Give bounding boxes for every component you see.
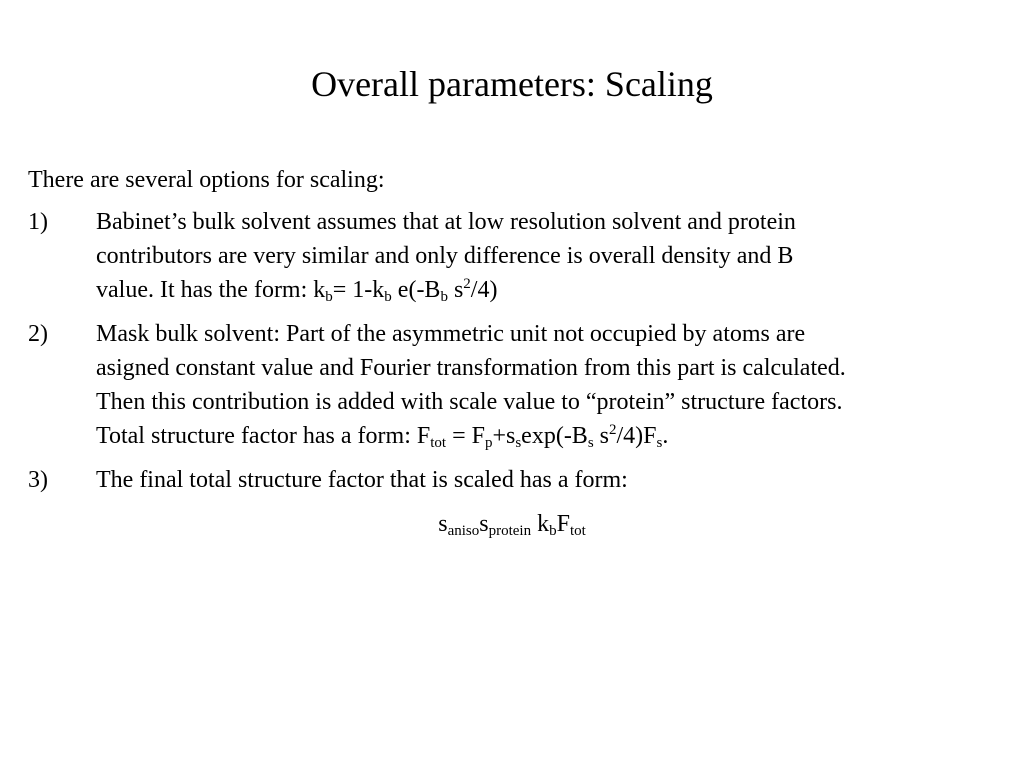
- formula-text: /4)F: [616, 423, 657, 449]
- formula-text: Total structure factor has a form: F: [96, 423, 431, 449]
- formula-text: s: [438, 511, 448, 537]
- item-body: [96, 317, 998, 453]
- subscript: s: [515, 435, 522, 451]
- item-body: [96, 205, 998, 307]
- formula-text: +s: [492, 423, 516, 449]
- formula-text: .: [662, 423, 669, 449]
- item-line: Mask bulk solvent: Part of the asymmetric unit not occupied by atoms are: [96, 321, 806, 347]
- list-item: [28, 205, 998, 307]
- formula-text: F: [556, 511, 570, 537]
- item-body: [96, 463, 998, 497]
- subscript: tot: [430, 435, 447, 451]
- formula-text: e(-B: [391, 277, 441, 303]
- item-number: 1): [28, 209, 48, 235]
- formula-text: value. It has the form: k: [96, 277, 326, 303]
- final-formula: [0, 507, 1024, 541]
- item-line: The final total structure factor that is scaled has a form:: [96, 467, 628, 493]
- formula-text: exp(-B: [521, 423, 588, 449]
- formula-text: k: [531, 511, 550, 537]
- intro-text: There are several options for scaling:: [28, 167, 385, 193]
- formula-text: = 1-k: [332, 277, 385, 303]
- list-item: [28, 317, 998, 453]
- formula-text: /4): [470, 277, 498, 303]
- formula-text: s: [479, 511, 489, 537]
- item-line: Babinet’s bulk solvent assumes that at low resolution solvent and protein: [96, 209, 796, 235]
- item-line-formula: [96, 419, 998, 453]
- subscript: p: [484, 435, 493, 451]
- superscript: 2: [463, 276, 471, 292]
- subscript: b: [384, 289, 392, 305]
- slide-title: Overall parameters: Scaling: [311, 64, 713, 104]
- item-line: contributors are very similar and only difference is overall density and B: [96, 243, 794, 269]
- superscript: 2: [609, 422, 617, 438]
- item-line: asigned constant value and Fourier transformation from this part is calculated.: [96, 355, 846, 381]
- subscript: s: [587, 435, 594, 451]
- item-line-formula: [96, 273, 998, 307]
- subscript: b: [549, 523, 557, 539]
- subscript: protein: [488, 523, 532, 539]
- subscript: b: [440, 289, 448, 305]
- formula-text: s: [593, 423, 610, 449]
- subscript: tot: [569, 523, 586, 539]
- list-item: [28, 463, 998, 497]
- formula-text: = F: [446, 423, 485, 449]
- item-line: Then this contribution is added with scale value to “protein” structure factors.: [96, 389, 843, 415]
- item-number: 2): [28, 321, 48, 347]
- subscript: aniso: [447, 523, 480, 539]
- subscript: s: [656, 435, 663, 451]
- formula-text: s: [447, 277, 464, 303]
- item-number: 3): [28, 467, 48, 493]
- subscript: b: [325, 289, 333, 305]
